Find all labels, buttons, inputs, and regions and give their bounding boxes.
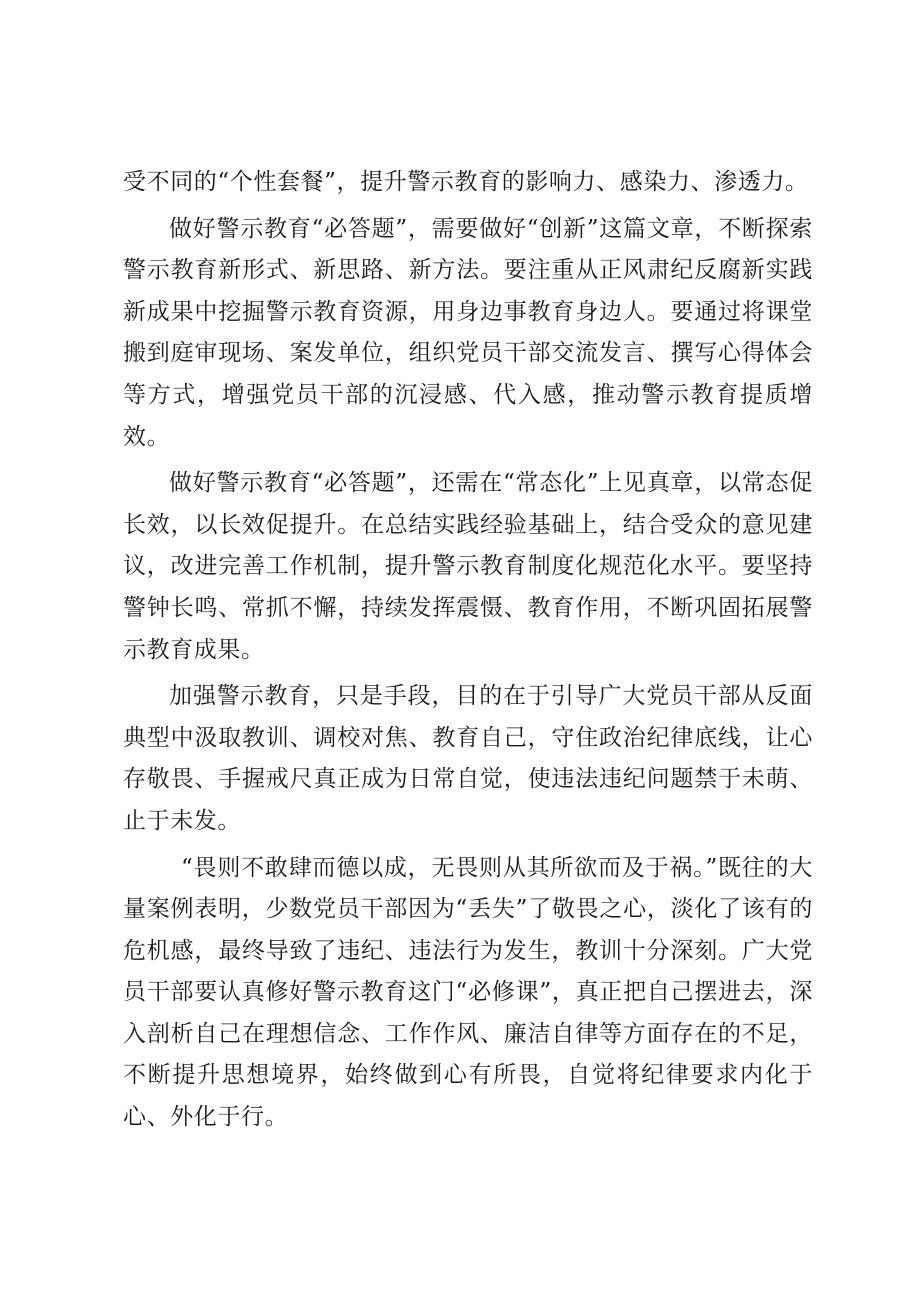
paragraph-3: 做好警示教育“必答题”，还需在“常态化”上见真章，以常态促长效，以长效促提升。在总结实践经验基础上，结合受众的意见建议，改进完善工作机制，提升警示教育制度化规范化水平。要坚持警钟长鸣、常抓不懈，持续发挥震慑、教育作用，不断巩固拓展警示教育成果。 xyxy=(123,470,813,663)
document-body xyxy=(123,162,813,1144)
paragraph-4: 加强警示教育，只是手段，目的在于引导广大党员干部从反面典型中汲取教训、调校对焦、教育自己，守住政治纪律底线，让心存敬畏、手握戒尺真正成为日常自觉，使违法违纪问题禁于未萌、止于未发。 xyxy=(123,683,813,834)
paragraph-2: 做好警示教育“必答题”，需要做好“创新”这篇文章，不断探索警示教育新形式、新思路、新方法。要注重从正风肃纪反腐新实践新成果中挖掘警示教育资源，用身边事教育身边人。要通过将课堂搬到庭审现场、案发单位，组织党员干部交流发言、撰写心得体会等方式，增强党员干部的沉浸感、代入感，推动警示教育提质增效。 xyxy=(123,215,813,450)
paragraph-1: 受不同的“个性套餐”，提升警示教育的影响力、感染力、渗透力。 xyxy=(123,169,809,195)
paragraph-5: “畏则不敢肆而德以成，无畏则从其所欲而及于祸。”既往的大量案例表明，少数党员干部因为“丢失”了敬畏之心，淡化了该有的危机感，最终导致了违纪、违法行为发生，教训十分深刻。广大党员干部要认真修好警示教育这门“必修课”，真正把自己摆进去，深入剖析自己在理想信念、工作作风、廉洁自律等方面存在的不足，不断提升思想境界，始终做到心有所畏，自觉将纪律要求内化于心、外化于行。 xyxy=(123,854,813,1131)
